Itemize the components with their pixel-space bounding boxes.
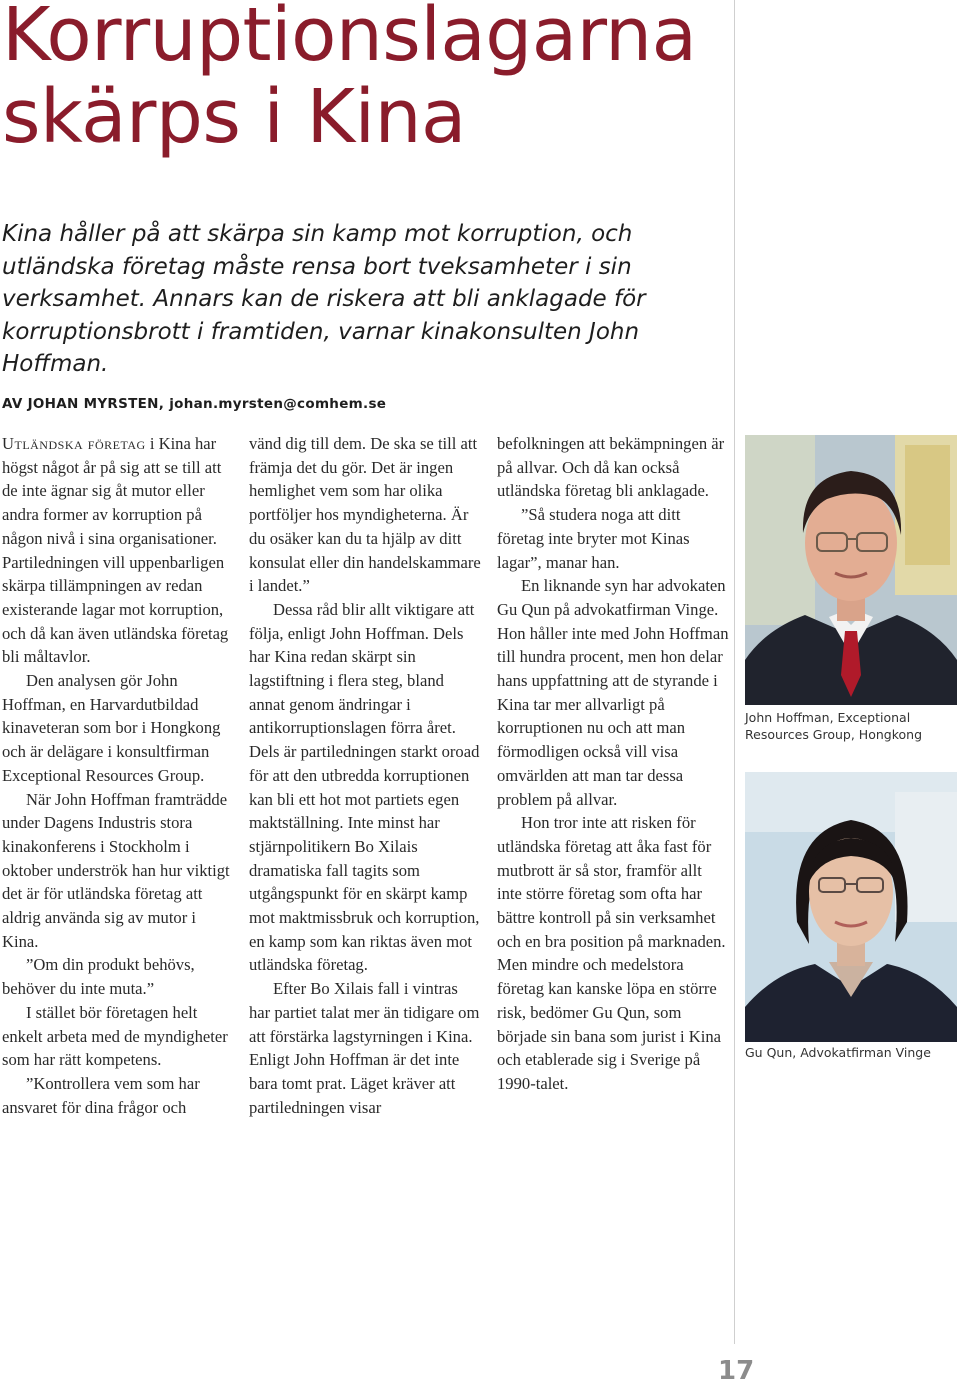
paragraph: En liknande syn har advokaten Gu Qun på advokatfirman Vinge. Hon håller inte med John Hoffman till hundra procent, men hon delar hans uppfattning att de styrande i Kina tar mer allvarligt på korruptionen nu och att man förmodligen också vill visa omvärlden att man tar dessa problem på allvar. (497, 576, 729, 809)
text-column-2 (249, 432, 481, 1119)
article-lead: Kina håller på att skärpa sin kamp mot korruption, och utländska företag måste rensa bort tveksamheter i sin verksamhet. Annars kan de riskera att bli anklagade för korruptionsbrott i framtiden, varnar kinakonsulten John Hoffman. (2, 221, 646, 377)
byline-author: AV JOHAN MYRSTEN, (2, 396, 165, 412)
paragraph (2, 432, 234, 669)
column-divider (734, 0, 735, 1344)
paragraph: Hon tror inte att risken för utländska företag att åka fast för mutbrott är så stor, framför allt inte större företag som ofta har bättre kontroll på sin verksamhet och en bra position på marknaden. Men mindre och medelstora företag kan kanske löpa en större risk, bedömer Gu Qun, som började sin bana som jurist i Kina och etablerade sig i Sverige på 1990-talet. (497, 813, 726, 1093)
article-title (2, 0, 732, 158)
dropcaps-lead: Utländska företag (2, 434, 146, 453)
portrait-woman-image (745, 772, 957, 1042)
portrait-man-image (745, 435, 957, 705)
portrait-photo-john-hoffman (745, 435, 957, 705)
photo-caption-1: John Hoffman, Exceptional Resources Group, Hongkong (745, 710, 923, 742)
paragraph: ”Så studera noga att ditt företag inte bryter mot Kinas lagar”, manar han. (497, 505, 690, 572)
paragraph: vänd dig till dem. De ska se till att främja det du gör. Det är ingen hemlighet vem som har olika portföljer hos myndigheterna. Är du osäker kan du ta hjälp av ditt konsulat eller din handelskammare i landet.” (249, 434, 481, 596)
title-line-1: Korruptionslagarna (2, 0, 697, 78)
paragraph: I stället bör företagen helt enkelt arbeta med de myndigheter som har rätt kompetens. (2, 1002, 228, 1070)
byline-email[interactable]: johan.myrsten@comhem.se (169, 396, 387, 412)
paragraph: Den analysen gör John Hoffman, en Harvardutbildad kinaveteran som bor i Hongkong och är delägare i konsultfirman Exceptional Resources Group. (2, 671, 221, 785)
portrait-photo-gu-qun (745, 772, 957, 1042)
photo-caption-2: Gu Qun, Advokatfirman Vinge (745, 1045, 931, 1060)
paragraph: När John Hoffman framträdde under Dagens Industris stora kinakonferens i Stockholm i oktober underströk han hur viktigt det är för utländska företag att aldrig använda sig av mutor i Kina. (2, 789, 230, 951)
title-line-2: skärps i Kina (2, 74, 466, 160)
paragraph: ”Om din produkt behövs, behöver du inte muta.” (2, 955, 195, 999)
paragraph: Dessa råd blir allt viktigare att följa, enligt John Hoffman. Dels har Kina redan skärpt sin lagstiftning i flera steg, bland annat genom ändringar i antikorruptionslagen förra året. Dels är partiledningen starkt oroad för att den utbredda korruptionen kan bli ett hot mot partiets egen maktställning. Inte minst har stjärnpolitikern Bo Xilais dramatiska fall tagits som utgångspunkt för en skärpt kamp mot maktmissbruk och korruption, en kamp som kan riktas även mot utländska företag. (249, 599, 480, 975)
paragraph-text: i Kina har högst något år på sig att se till att de inte ägnar sig åt mutor eller andra former av korruption på någon nivå i sina organisationer. Partiledningen vill uppenbarligen skärpa tillämpningen av redan existerande lagar mot korruption, och då kan även utländska företag bli måltavlor. (2, 434, 229, 667)
byline (2, 396, 386, 412)
text-column-3 (497, 432, 729, 1096)
paragraph: ”Kontrollera vem som har ansvaret för dina frågor och (2, 1073, 200, 1117)
paragraph: befolkningen att bekämpningen är på allvar. Och då kan också utländska företag bli anklagade. (497, 434, 725, 501)
page-number: 17 (718, 1356, 755, 1386)
text-column-1 (2, 432, 234, 1119)
paragraph: Efter Bo Xilais fall i vintras har partiet talat mer än tidigare om att förstärka lagstyrningen i Kina. Enligt John Hoffman är det inte bara tomt prat. Läget kräver att partiledningen visar (249, 979, 480, 1117)
